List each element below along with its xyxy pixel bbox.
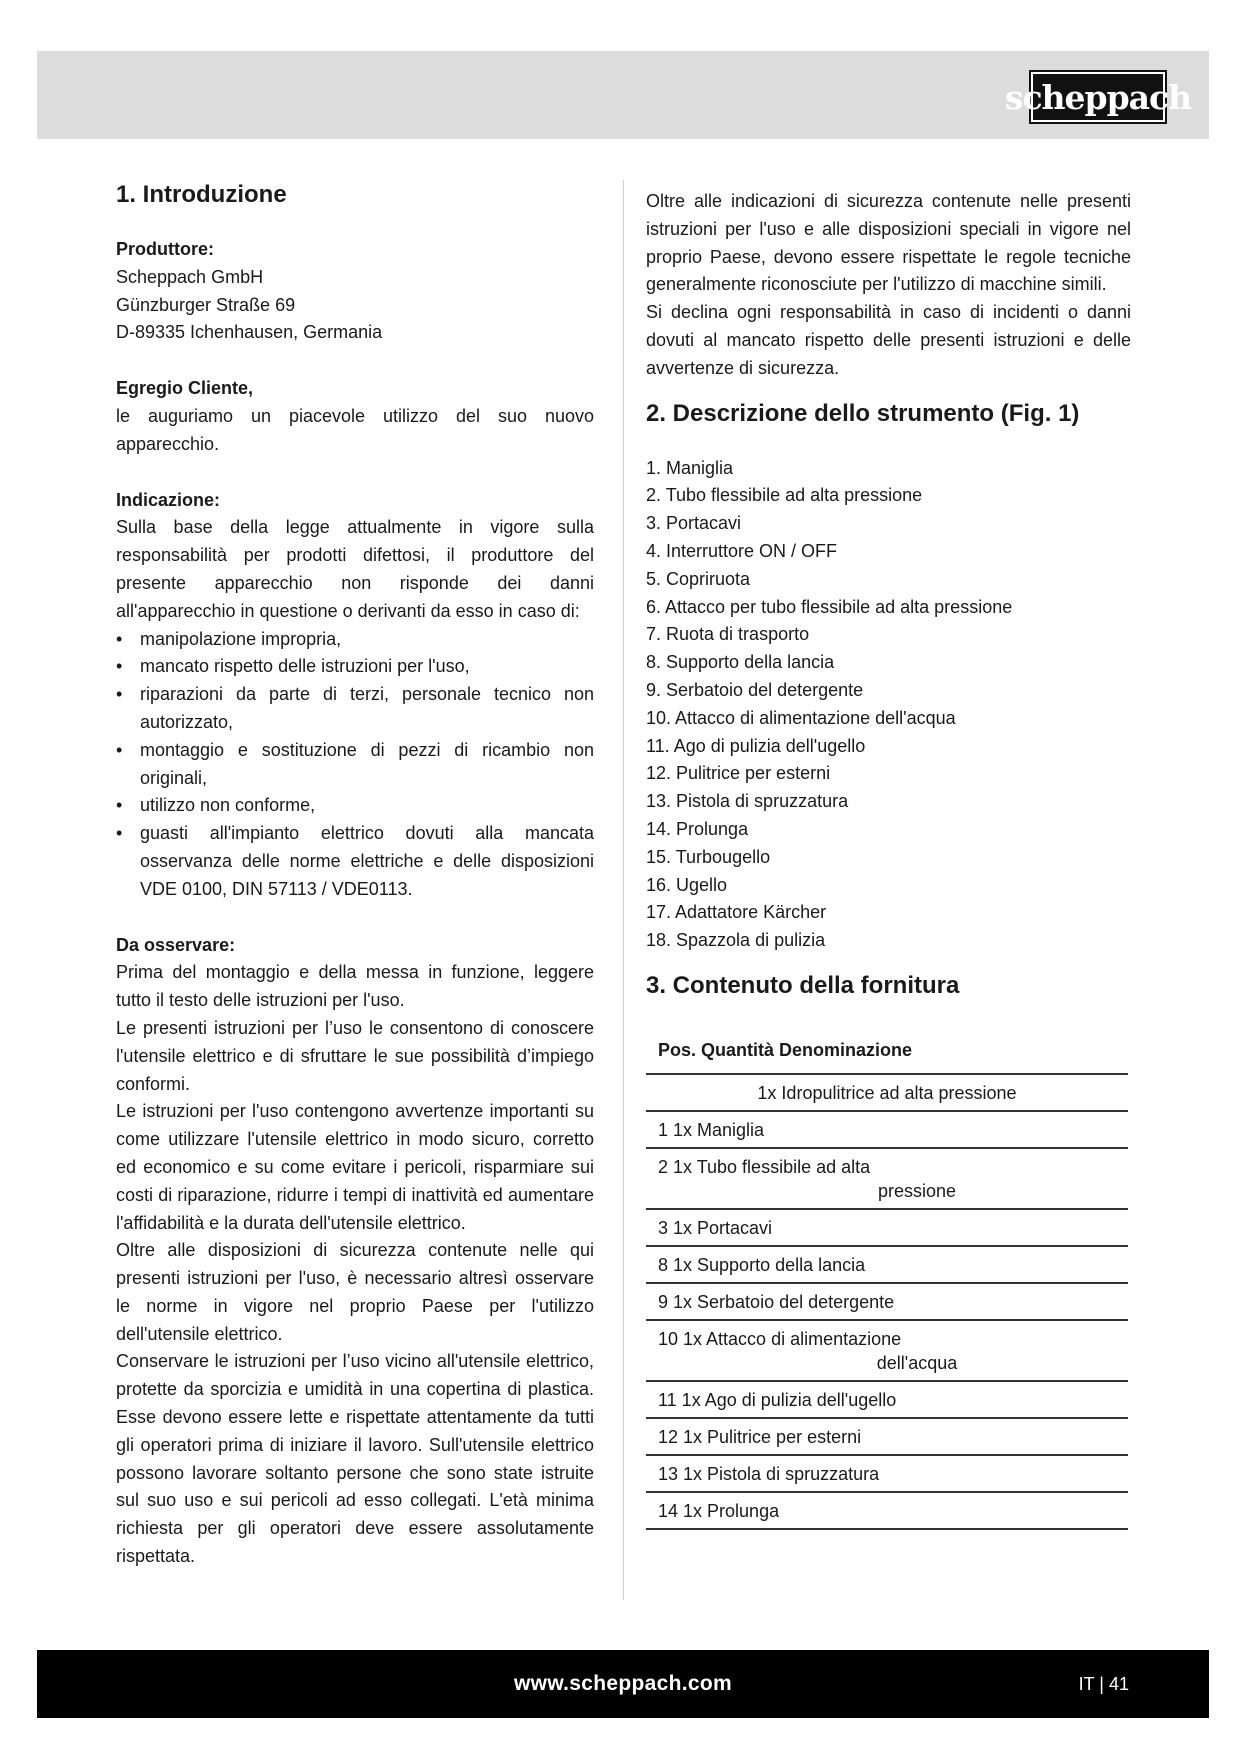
part-item: 9. Serbatoio del detergente [646,679,864,700]
part-item: 18. Spazzola di pulizia [646,930,826,951]
bullet-item: • mancato rispetto delle istruzioni per l'uso, [116,653,594,681]
right-column [646,188,1131,1530]
row-main: 8 1x Supporto della lancia [658,1254,866,1275]
section-2-title: 2. Descrizione dello strumento (Fig. 1) [646,399,1080,427]
part-item: 1. Maniglia [646,457,734,478]
bullet-item: • utilizzo non conforme, [116,792,594,820]
part-item: 3. Portacavi [646,513,742,534]
observe-paragraph: Conservare le istruzioni per l’uso vicino all'utensile elettrico, protette da sporcizia e umidità in una copertina di plastica. Esse devono essere lette e rispettate attentamente da tutti gli operatori prima di iniziare il lavoro. Sull'utensile elettrico possono lavorare soltanto persone che sono state istruite sul suo uso e sui pericoli ad esso collegati. L'età minima richiesta per gli operatori deve essere assolutamente rispettata. [116,1351,594,1567]
safety-paragraph: Oltre alle indicazioni di sicurezza contenute nelle presenti istruzioni per l'uso e alle disposizioni speciali in vigore nel proprio Paese, devono essere rispettate le regole tecniche generalmente riconosciute per l'utilizzo di macchine simili. [646,191,1131,295]
parts-list [646,455,1131,955]
bullet-item: • manipolazione impropria, [116,626,594,654]
column-divider [623,180,624,1600]
footer-bar [37,1650,1209,1718]
table-row [646,1075,1128,1112]
table-row [646,1247,1128,1284]
row-main: 9 1x Serbatoio del detergente [658,1291,895,1312]
bullet-item: • montaggio e sostituzione di pezzi di ricambio non originali, [116,737,594,793]
part-item: 8. Supporto della lancia [646,652,835,673]
table-row [646,1210,1128,1247]
indication-label: Indicazione: [116,489,221,510]
part-item: 15. Turbougello [646,846,771,867]
row-main: 11 1x Ago di pulizia dell'ugello [658,1389,897,1410]
table-row [646,1112,1128,1149]
part-item: 13. Pistola di spruzzatura [646,791,849,812]
observe-paragraph: Prima del montaggio e della messa in funzione, leggere tutto il testo delle istruzioni per l'uso. [116,962,594,1011]
part-item: 16. Ugello [646,874,728,895]
part-item: 10. Attacco di alimentazione dell'acqua [646,707,956,728]
page-number: IT | 41 [1078,1674,1129,1694]
row-main: 2 1x Tubo flessibile ad alta [658,1156,871,1177]
left-column [116,180,594,1571]
manufacturer-label: Produttore: [116,239,214,259]
section-1-title: 1. Introduzione [116,181,287,208]
table-row [646,1382,1128,1419]
table-row [646,1149,1128,1210]
row-main: 3 1x Portacavi [658,1217,773,1238]
manufacturer-line: Günzburger Straße 69 [116,294,296,315]
row-continuation: pressione [877,1180,957,1201]
part-item: 12. Pulitrice per esterni [646,763,831,784]
row-main: 1x Idropulitrice ad alta pressione [757,1082,1017,1103]
observe-paragraph: Oltre alle disposizioni di sicurezza contenute nelle qui presenti istruzioni per l'uso, è necessario altresì osservare le norme in vigore nel proprio Paese per l'utilizzo dell'utensile elettrico. [116,1240,594,1344]
scheppach-logo: scheppach [1029,70,1167,124]
table-row [646,1493,1128,1530]
row-main: 10 1x Attacco di alimentazione [658,1328,902,1349]
bullet-item: • guasti all'impianto elettrico dovuti alla mancata osservanza delle norme elettriche e delle disposizioni VDE 0100, DIN 57113 / VDE0113. [116,820,594,903]
table-row [646,1419,1128,1456]
row-main: 14 1x Prolunga [658,1500,780,1521]
row-continuation: dell'acqua [876,1352,958,1373]
section-3-title: 3. Contenuto della fornitura [646,971,960,999]
table-header: Pos. Quantità Denominazione [646,1027,1128,1075]
row-main: 1 1x Maniglia [658,1119,765,1140]
table-row [646,1284,1128,1321]
customer-text: le auguriamo un piacevole utilizzo del suo nuovo apparecchio. [116,405,594,454]
part-item: 6. Attacco per tubo flessibile ad alta pressione [646,596,1013,617]
part-item: 7. Ruota di trasporto [646,624,810,645]
part-item: 14. Prolunga [646,818,749,839]
row-main: 13 1x Pistola di spruzzatura [658,1463,880,1484]
observe-paragraph: Le istruzioni per l'uso contengono avvertenze importanti su come utilizzare l'utensile elettrico in modo sicuro, corretto ed economico e su come evitare i pericoli, risparmiare sui costi di riparazione, ridurre i tempi di inattività ed aumentare l'affidabilità e la durata dell'utensile elettrico. [116,1101,594,1233]
bullet-item: • riparazioni da parte di terzi, personale tecnico non autorizzato, [116,681,594,737]
header-band [37,51,1209,139]
liability-paragraph: Si declina ogni responsabilità in caso di incidenti o danni dovuti al mancato rispetto delle presenti istruzioni e delle avvertenze di sicurezza. [646,302,1131,378]
indication-bullet-list [116,626,594,904]
customer-label: Egregio Cliente, [116,378,254,399]
website-link[interactable]: www.scheppach.com [514,1672,732,1695]
table-row [646,1321,1128,1382]
table-row [646,1456,1128,1493]
part-item: 4. Interruttore ON / OFF [646,540,838,561]
part-item: 11. Ago di pulizia dell'ugello [646,735,866,756]
part-item: 17. Adattatore Kärcher [646,902,827,923]
row-main: 12 1x Pulitrice per esterni [658,1426,862,1447]
part-item: 2. Tubo flessibile ad alta pressione [646,485,923,506]
part-item: 5. Copriruota [646,568,751,589]
observe-label: Da osservare: [116,934,236,955]
delivery-contents-table [646,1027,1128,1530]
indication-text: Sulla base della legge attualmente in vigore sulla responsabilità per prodotti difettosi, il produttore del presente apparecchio non risponde dei danni all'apparecchio in questione o derivanti da esso in caso di: [116,517,594,621]
manufacturer-line: Scheppach GmbH [116,266,264,287]
manufacturer-line: D-89335 Ichenhausen, Germania [116,322,383,343]
observe-paragraph: Le presenti istruzioni per l’uso le consentono di conoscere l'utensile elettrico e di sfruttare le sue possibilità d’impiego conformi. [116,1017,594,1094]
